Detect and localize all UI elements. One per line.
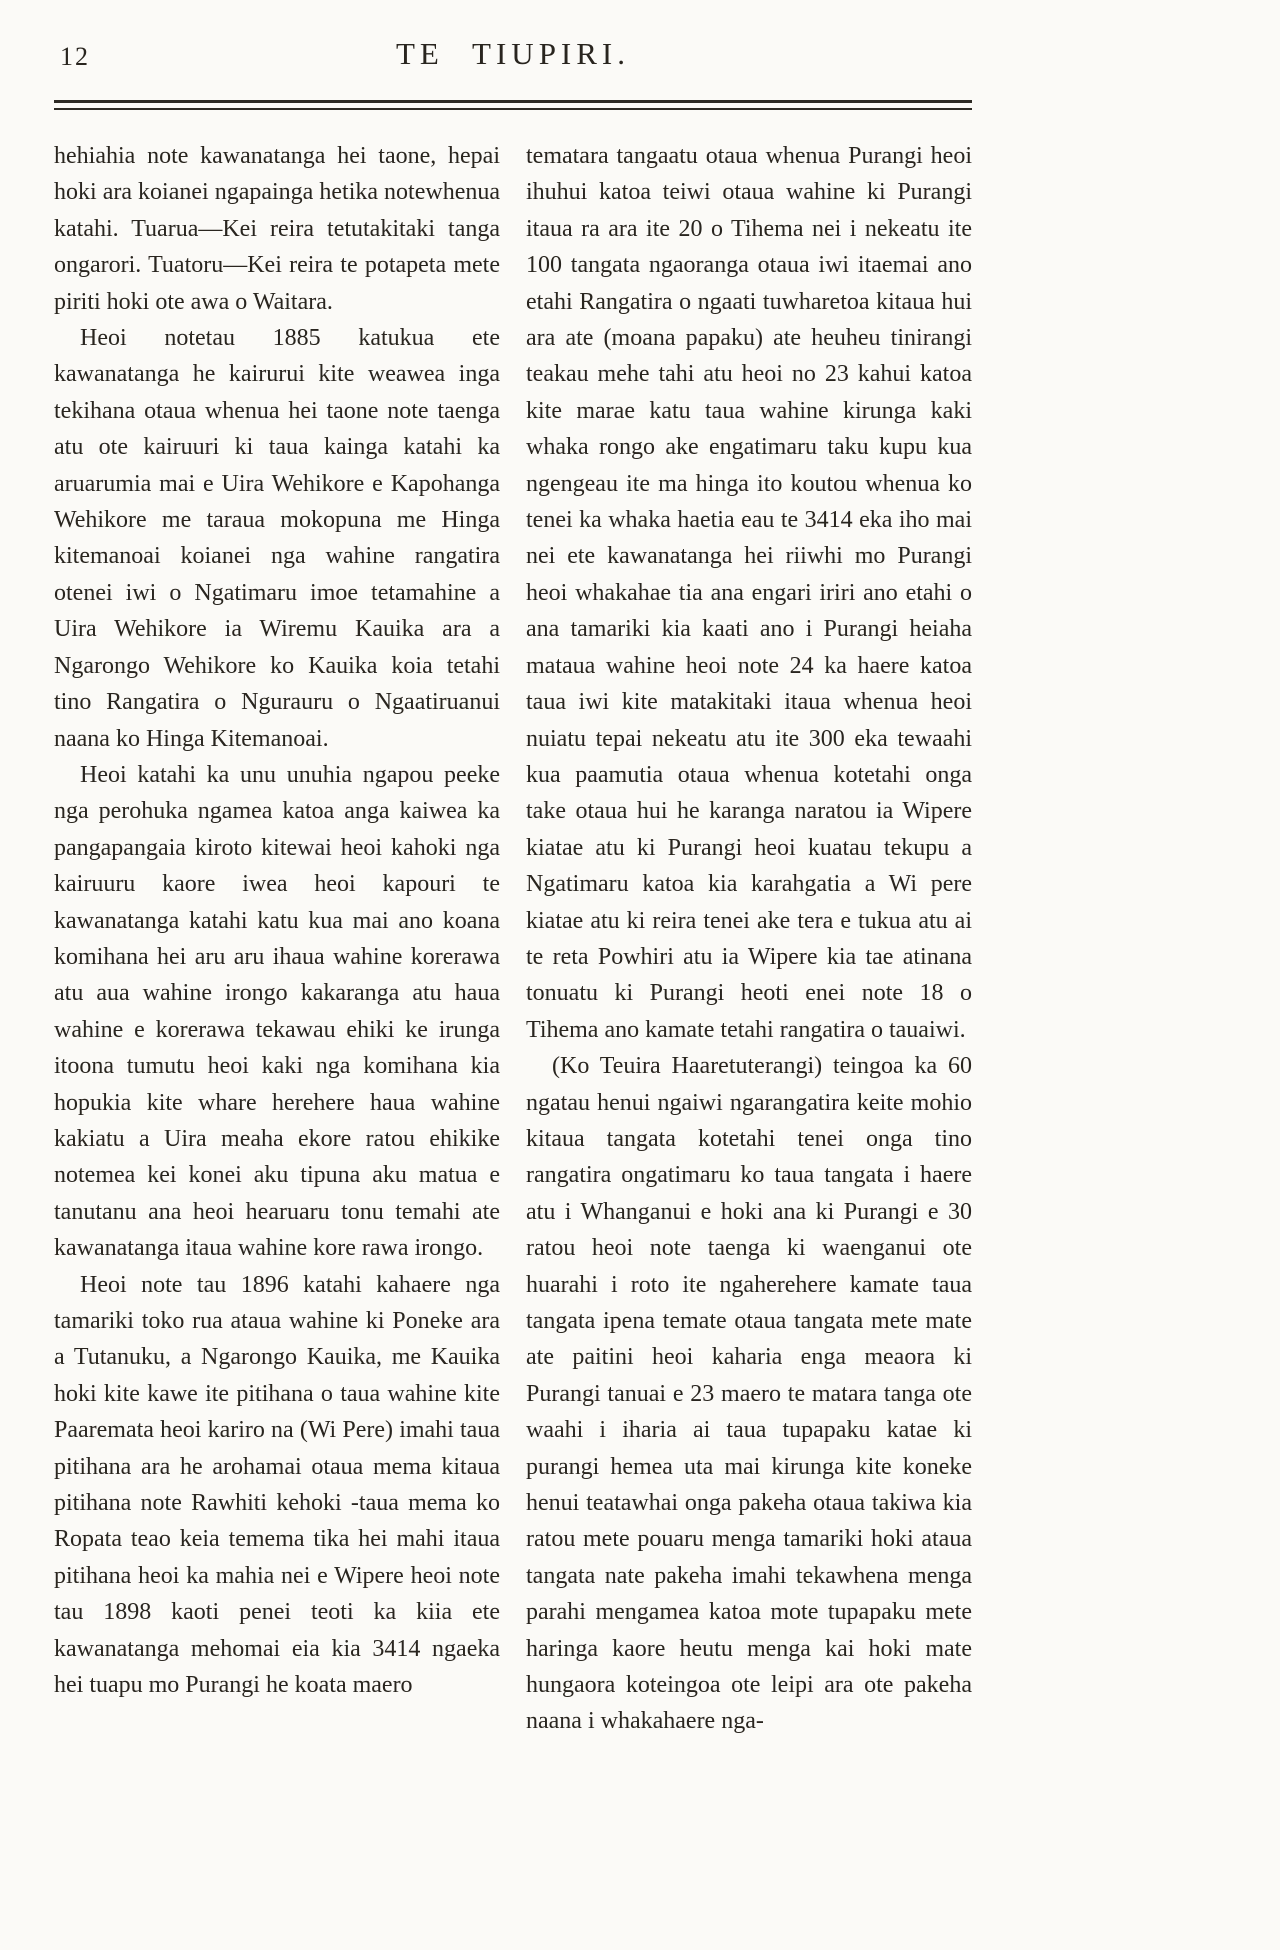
page-content: [54, 0, 972, 1740]
left-column: [54, 138, 500, 1740]
right-paragraph-1: tematara tangaatu otaua whenua Purangi heoi ihuhui katoa teiwi otaua wahine ki Purangi itaua ra ara ite 20 o Tihema nei i nekeatu ite 100 tangata ngaoranga otaua iwi itaemai ano etahi Rangatira o ngaati tuwharetoa kitaua hui ara ate (moana papaku) ate heuheu tinirangi teakau mehe tahi atu heoi no 23 kahui katoa kite marae katu taua wahine kirunga kaki whaka rongo ake engatimaru taku kupu kua ngengeau ite ma hinga ito koutou whenua ko tenei ka whaka haetia eau te 3414 eka iho mai nei ete kawanatanga hei riiwhi mo Purangi heoi whakahae tia ana engari iriri ano etahi o ana tamariki kia kaati ano i Purangi heiaha mataua wahine heoi note 24 ka haere katoa taua iwi kite matakitaki itaua whenua heoi nuiatu tepai nekeatu atu ite 300 eka tewaahi kua paamutia otaua whenua kotetahi onga take otaua hui he karanga naratou ia Wipere kiatae atu ki Purangi heoi kuatau tekupu a Ngatimaru katoa kia karahgatia a Wi pere kiatae atu ki reira tenei ake tera e tukua atu ai te reta Powhiri atu ia Wipere kia tae atinana tonuatu ki Purangi heoti enei note 18 o Tihema ano kamate tetahi rangatira o tauaiwi.: [526, 143, 972, 1043]
masthead-title: TE TIUPIRI.: [395, 36, 631, 71]
page-number: 12: [60, 42, 90, 71]
right-paragraph-2: (Ko Teuira Haaretuterangi) teingoa ka 60 ngatau henui ngaiwi ngarangatira keite mohio kitaua tangata kotetahi tenei onga tino rangatira ongatimaru ko taua tangata i haere atu i Whanganui e hoki ana ki Purangi e 30 ratou heoi note taenga ki waenganui ote huarahi i roto ite ngaherehere kamate taua tangata ipena temate otaua tangata mete mate ate paitini heoi kaharia enga meaora ki Purangi tanuai e 23 maero te matara tanga ote waahi i iharia ai taua tupapaku katae ki purangi hemea uta mai kirunga kite koneke henui teatawhai onga pakeha otaua takiwa kia ratou mete pouaru menga tamariki hoki ataua tangata nate pakeha imahi tekawhena menga parahi mengamea katoa mote tupapaku mete haringa kaore heutu menga kai hoki mate hungaora koteingoa ote leipi ara ote pakeha naana i whakahaere nga-: [526, 1053, 972, 1735]
double-rule-divider: [54, 100, 972, 110]
left-paragraph-3: Heoi katahi ka unu unuhia ngapou peeke nga perohuka ngamea katoa anga kaiwea ka pangapangaia kiroto kitewai heoi kahoki nga kairuuru kaore iwea heoi kapouri te kawanatanga katahi katu kua mai ano koana komihana hei aru aru ihaua wahine korerawa atu aua wahine irongo kakaranga atu haua wahine e korerawa tekawau ehiki ke irunga itoona tumutu heoi kaki nga komihana kia hopukia kite whare herehere haua wahine kakiatu a Uira meaha ekore ratou ehikike notemea kei konei aku tipuna aku matua e tanutanu ana heoi hearuaru tonu temahi ate kawanatanga itaua wahine kore rawa irongo.: [54, 761, 500, 1262]
left-paragraph-2: Heoi notetau 1885 katukua ete kawanatanga he kairurui kite weawea inga tekihana otaua whenua hei taone note taenga atu ote kairuuri ki taua kainga katahi ka aruarumia mai e Uira Wehikore e Kapohanga Wehikore me taraua mokopuna me Hinga kitemanoai koianei nga wahine rangatira otenei iwi o Ngatimaru imoe tetamahine a Uira Wehikore ia Wiremu Kauika ara a Ngarongo Wehikore ko Kauika koia tetahi tino Rangatira o Ngurauru o Ngaatiruanui naana ko Hinga Kitemanoai.: [54, 325, 500, 752]
right-column: [526, 138, 972, 1740]
article-columns: [54, 138, 972, 1740]
left-paragraph-1: hehiahia note kawanatanga hei taone, hepai hoki ara koianei ngapainga hetika notewhenua katahi. Tuarua—Kei reira tetutakitaki tanga ongarori. Tuatoru—Kei reira te potapeta mete piriti hoki ote awa o Waitara.: [54, 143, 500, 315]
left-paragraph-4: Heoi note tau 1896 katahi kahaere nga tamariki toko rua ataua wahine ki Poneke ara a Tutanuku, a Ngarongo Kauika, me Kauika hoki kite kawe ite pitihana o taua wahine kite Paaremata heoi kariro na (Wi Pere) imahi taua pitihana ara he arohamai otaua mema kitaua pitihana note Rawhiti kehoki -taua mema ko Ropata teao keia temema tika hei mahi itaua pitihana heoi ka mahia nei e Wipere heoi note tau 1898 kaoti penei teoti ka kiia ete kawanatanga mehomai eia kia 3414 ngaeka hei tuapu mo Purangi he koata maero: [54, 1271, 500, 1699]
page-header: [54, 34, 972, 92]
